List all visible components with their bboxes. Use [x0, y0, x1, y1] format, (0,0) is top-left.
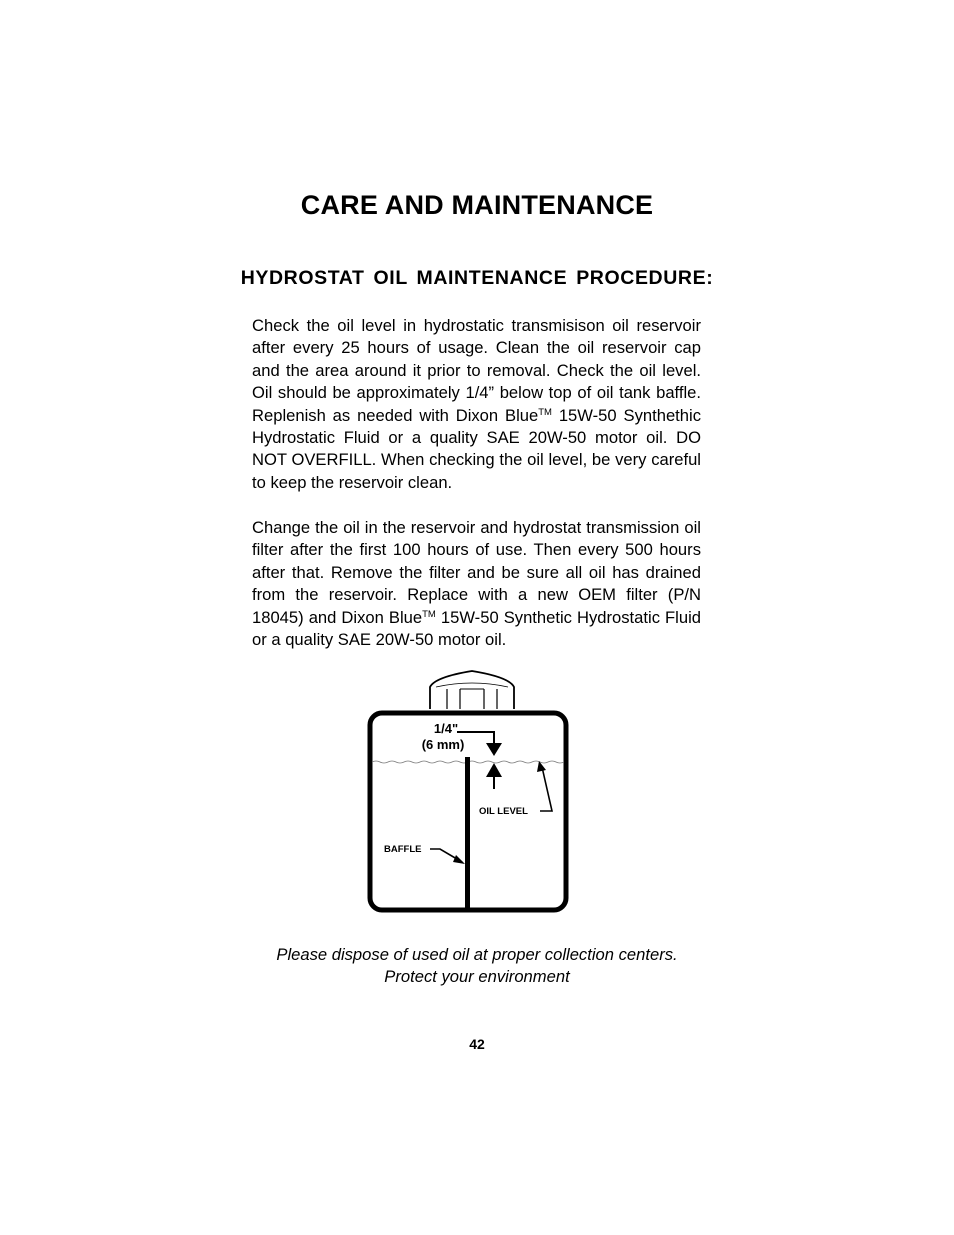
paragraph-2-text-b: 15W-50 Synthetic Hydrostatic Fluid or a quality SAE 20W-50 motor oil. [252, 607, 701, 650]
page-number: 42 [469, 1036, 485, 1052]
disposal-note [0, 944, 954, 989]
paragraph-oil-change [252, 517, 701, 651]
disposal-note-line-2: Protect your environment [384, 967, 570, 987]
oil-level-label: OIL LEVEL [479, 806, 528, 817]
page-title: CARE AND MAINTENANCE [300, 190, 654, 220]
reservoir-cap-icon [430, 671, 514, 709]
measure-inch-label: 1/4" [433, 721, 459, 736]
tank-baffle [465, 757, 470, 909]
paragraph-2-text-a: Change the oil in the reservoir and hydrostat transmission oil filter after the first 100 hours of use. Then every 500 hours after that. Remove the filter and be sure all oil has drained from the reservoir. Replace with a new OEM filter (P/N 18045) and Dixon Blue [252, 518, 701, 627]
trademark-mark: TM [422, 608, 436, 620]
oil-reservoir-diagram [360, 665, 580, 920]
paragraph-1-text-b: 15W-50 Synthethic Hydrostatic Fluid or a quality SAE 20W-50 motor oil. DO NOT OVERFILL. When checking the oil level, be very careful to keep the reservoir clean. [252, 405, 701, 492]
measure-mm-label: (6 mm) [421, 737, 465, 752]
disposal-note-line-1: Please dispose of used oil at proper collection centers. [276, 945, 678, 964]
baffle-label: BAFFLE [384, 844, 422, 855]
section-heading: HYDROSTAT OIL MAINTENANCE PROCEDURE: [240, 267, 714, 289]
paragraph-oil-level-check [252, 315, 701, 494]
trademark-mark: TM [538, 406, 552, 418]
paragraph-1-text-a: Check the oil level in hydrostatic transmisison oil reservoir after every 25 hours of usage. Clean the oil reservoir cap and the area around it prior to removal. Check the oil level. Oil should be approximately 1/4” below top of oil tank baffle. Replenish as needed with Dixon Blue [252, 316, 701, 425]
